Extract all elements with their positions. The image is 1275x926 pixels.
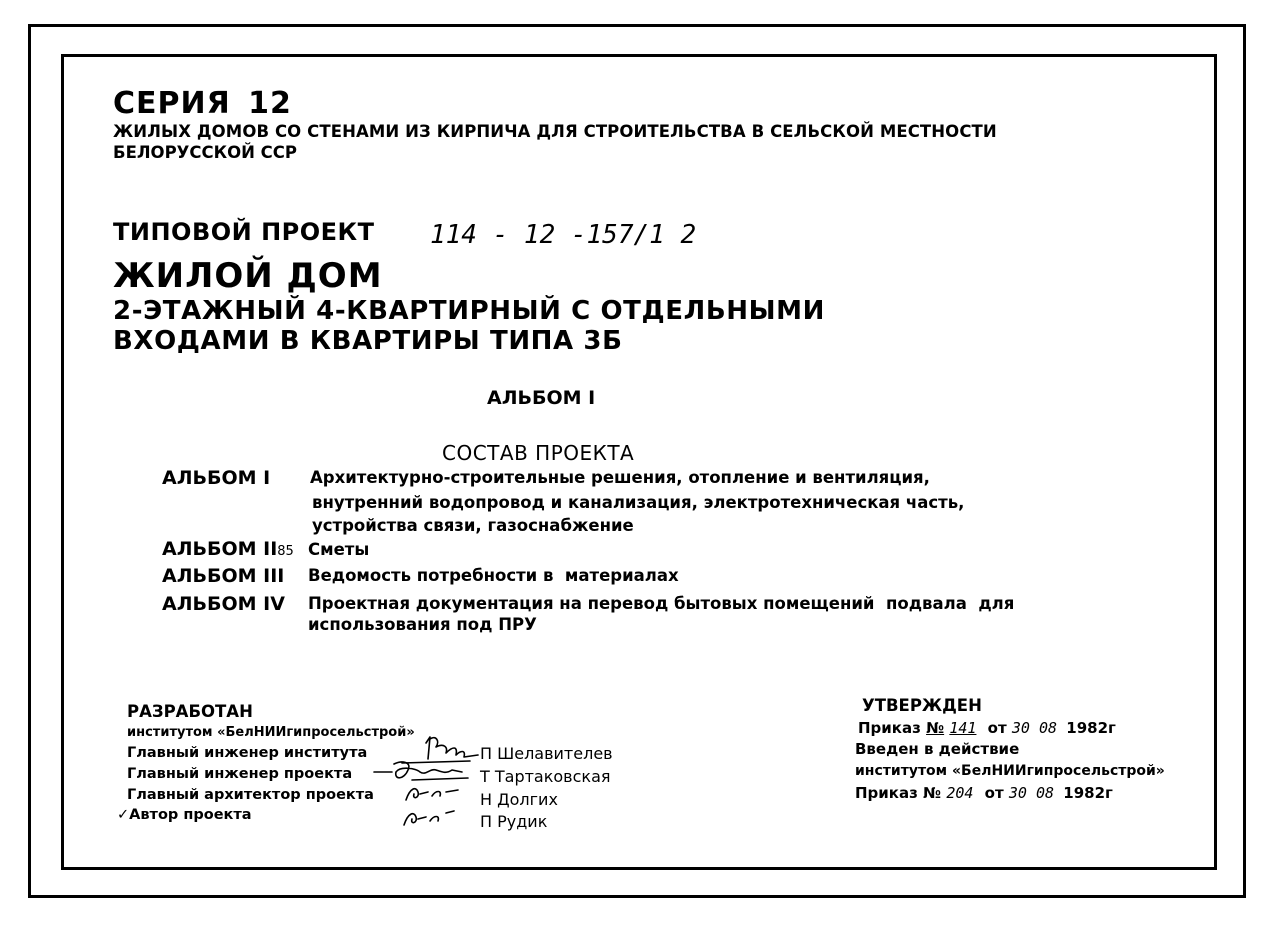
order-1-number: 141 bbox=[949, 719, 977, 737]
album-4-line-2: использования под ПРУ bbox=[308, 615, 537, 634]
order-1-no-label: № bbox=[926, 719, 945, 737]
order-2-number: 204 bbox=[946, 784, 974, 802]
album-2-text: АЛЬБОМ II bbox=[162, 538, 278, 560]
role-chief-engineer-project: Главный инженер проекта bbox=[127, 766, 353, 782]
album-4-line-1: Проектная документация на перевод бытовых помещений подвала для bbox=[308, 594, 1015, 613]
album-3-label: АЛЬБОМ III bbox=[162, 565, 285, 587]
album-3-line-1: Ведомость потребности в материалах bbox=[308, 566, 679, 585]
album-1-line-1: Архитектурно-строительные решения, отопление и вентиляция, bbox=[310, 468, 930, 487]
role-chief-architect: Главный архитектор проекта bbox=[127, 787, 374, 803]
approved-heading: УТВЕРЖДЕН bbox=[862, 696, 982, 715]
album-2-line-1: Сметы bbox=[308, 540, 370, 559]
series-line-2: БЕЛОРУССКОЙ ССР bbox=[113, 143, 297, 162]
approved-enacted: Введен в действие bbox=[855, 740, 1020, 758]
approved-org: институтом «БелНИИгипросельстрой» bbox=[855, 763, 1165, 779]
order-1-year: 1982г bbox=[1066, 719, 1116, 737]
album-4-label: АЛЬБОМ IV bbox=[162, 593, 285, 615]
album-1-line-3: устройства связи, газоснабжение bbox=[312, 516, 634, 535]
signature-dolgikh bbox=[402, 782, 462, 806]
name-shelavitelev: П Шелавителев bbox=[480, 744, 613, 763]
project-subtitle-2: ВХОДАМИ В КВАРТИРЫ ТИПА 3Б bbox=[113, 326, 623, 356]
name-rudik: П Рудик bbox=[480, 812, 548, 831]
order-2-from: от bbox=[984, 784, 1004, 802]
project-title: ЖИЛОЙ ДОМ bbox=[113, 256, 383, 296]
order-2-date: 30 08 bbox=[1008, 784, 1055, 802]
album-1-line-2: внутренний водопровод и канализация, электротехническая часть, bbox=[312, 493, 965, 512]
series-number: 12 bbox=[248, 86, 292, 121]
approved-order-1 bbox=[858, 719, 1116, 737]
series-title: СЕРИЯ bbox=[113, 86, 231, 121]
project-code: 114 - 12 -157/1 2 bbox=[430, 220, 697, 250]
order-1-date: 30 08 bbox=[1011, 719, 1058, 737]
developed-org: институтом «БелНИИгипросельстрой» bbox=[127, 725, 415, 740]
order-1-prefix: Приказ bbox=[858, 719, 921, 737]
order-2-year: 1982г bbox=[1063, 784, 1113, 802]
project-label: ТИПОВОЙ ПРОЕКТ bbox=[113, 218, 375, 246]
role-chief-engineer-institute: Главный инженер института bbox=[127, 745, 368, 761]
name-tartakovskaya: Т Тартаковская bbox=[480, 767, 611, 786]
signature-rudik bbox=[400, 805, 458, 831]
role-author: ✓Автор проекта bbox=[117, 807, 252, 823]
composition-heading: СОСТАВ ПРОЕКТА bbox=[442, 441, 635, 465]
album-1-label: АЛЬБОМ I bbox=[162, 467, 271, 489]
series-line-1: ЖИЛЫХ ДОМОВ СО СТЕНАМИ ИЗ КИРПИЧА ДЛЯ СТРОИТЕЛЬСТВА В СЕЛЬСКОЙ МЕСТНОСТИ bbox=[113, 122, 997, 141]
project-subtitle-1: 2-ЭТАЖНЫЙ 4-КВАРТИРНЫЙ С ОТДЕЛЬНЫМИ bbox=[113, 296, 825, 326]
series-heading bbox=[113, 86, 292, 121]
album-2-label bbox=[162, 538, 294, 560]
album-2-mark: 85 bbox=[277, 544, 294, 559]
approved-order-2 bbox=[855, 784, 1113, 802]
name-dolgikh: Н Долгих bbox=[480, 790, 558, 809]
developed-heading: РАЗРАБОТАН bbox=[127, 702, 253, 721]
order-2-prefix: Приказ № bbox=[855, 784, 942, 802]
album-label: АЛЬБОМ I bbox=[487, 387, 596, 409]
order-1-from: от bbox=[987, 719, 1007, 737]
